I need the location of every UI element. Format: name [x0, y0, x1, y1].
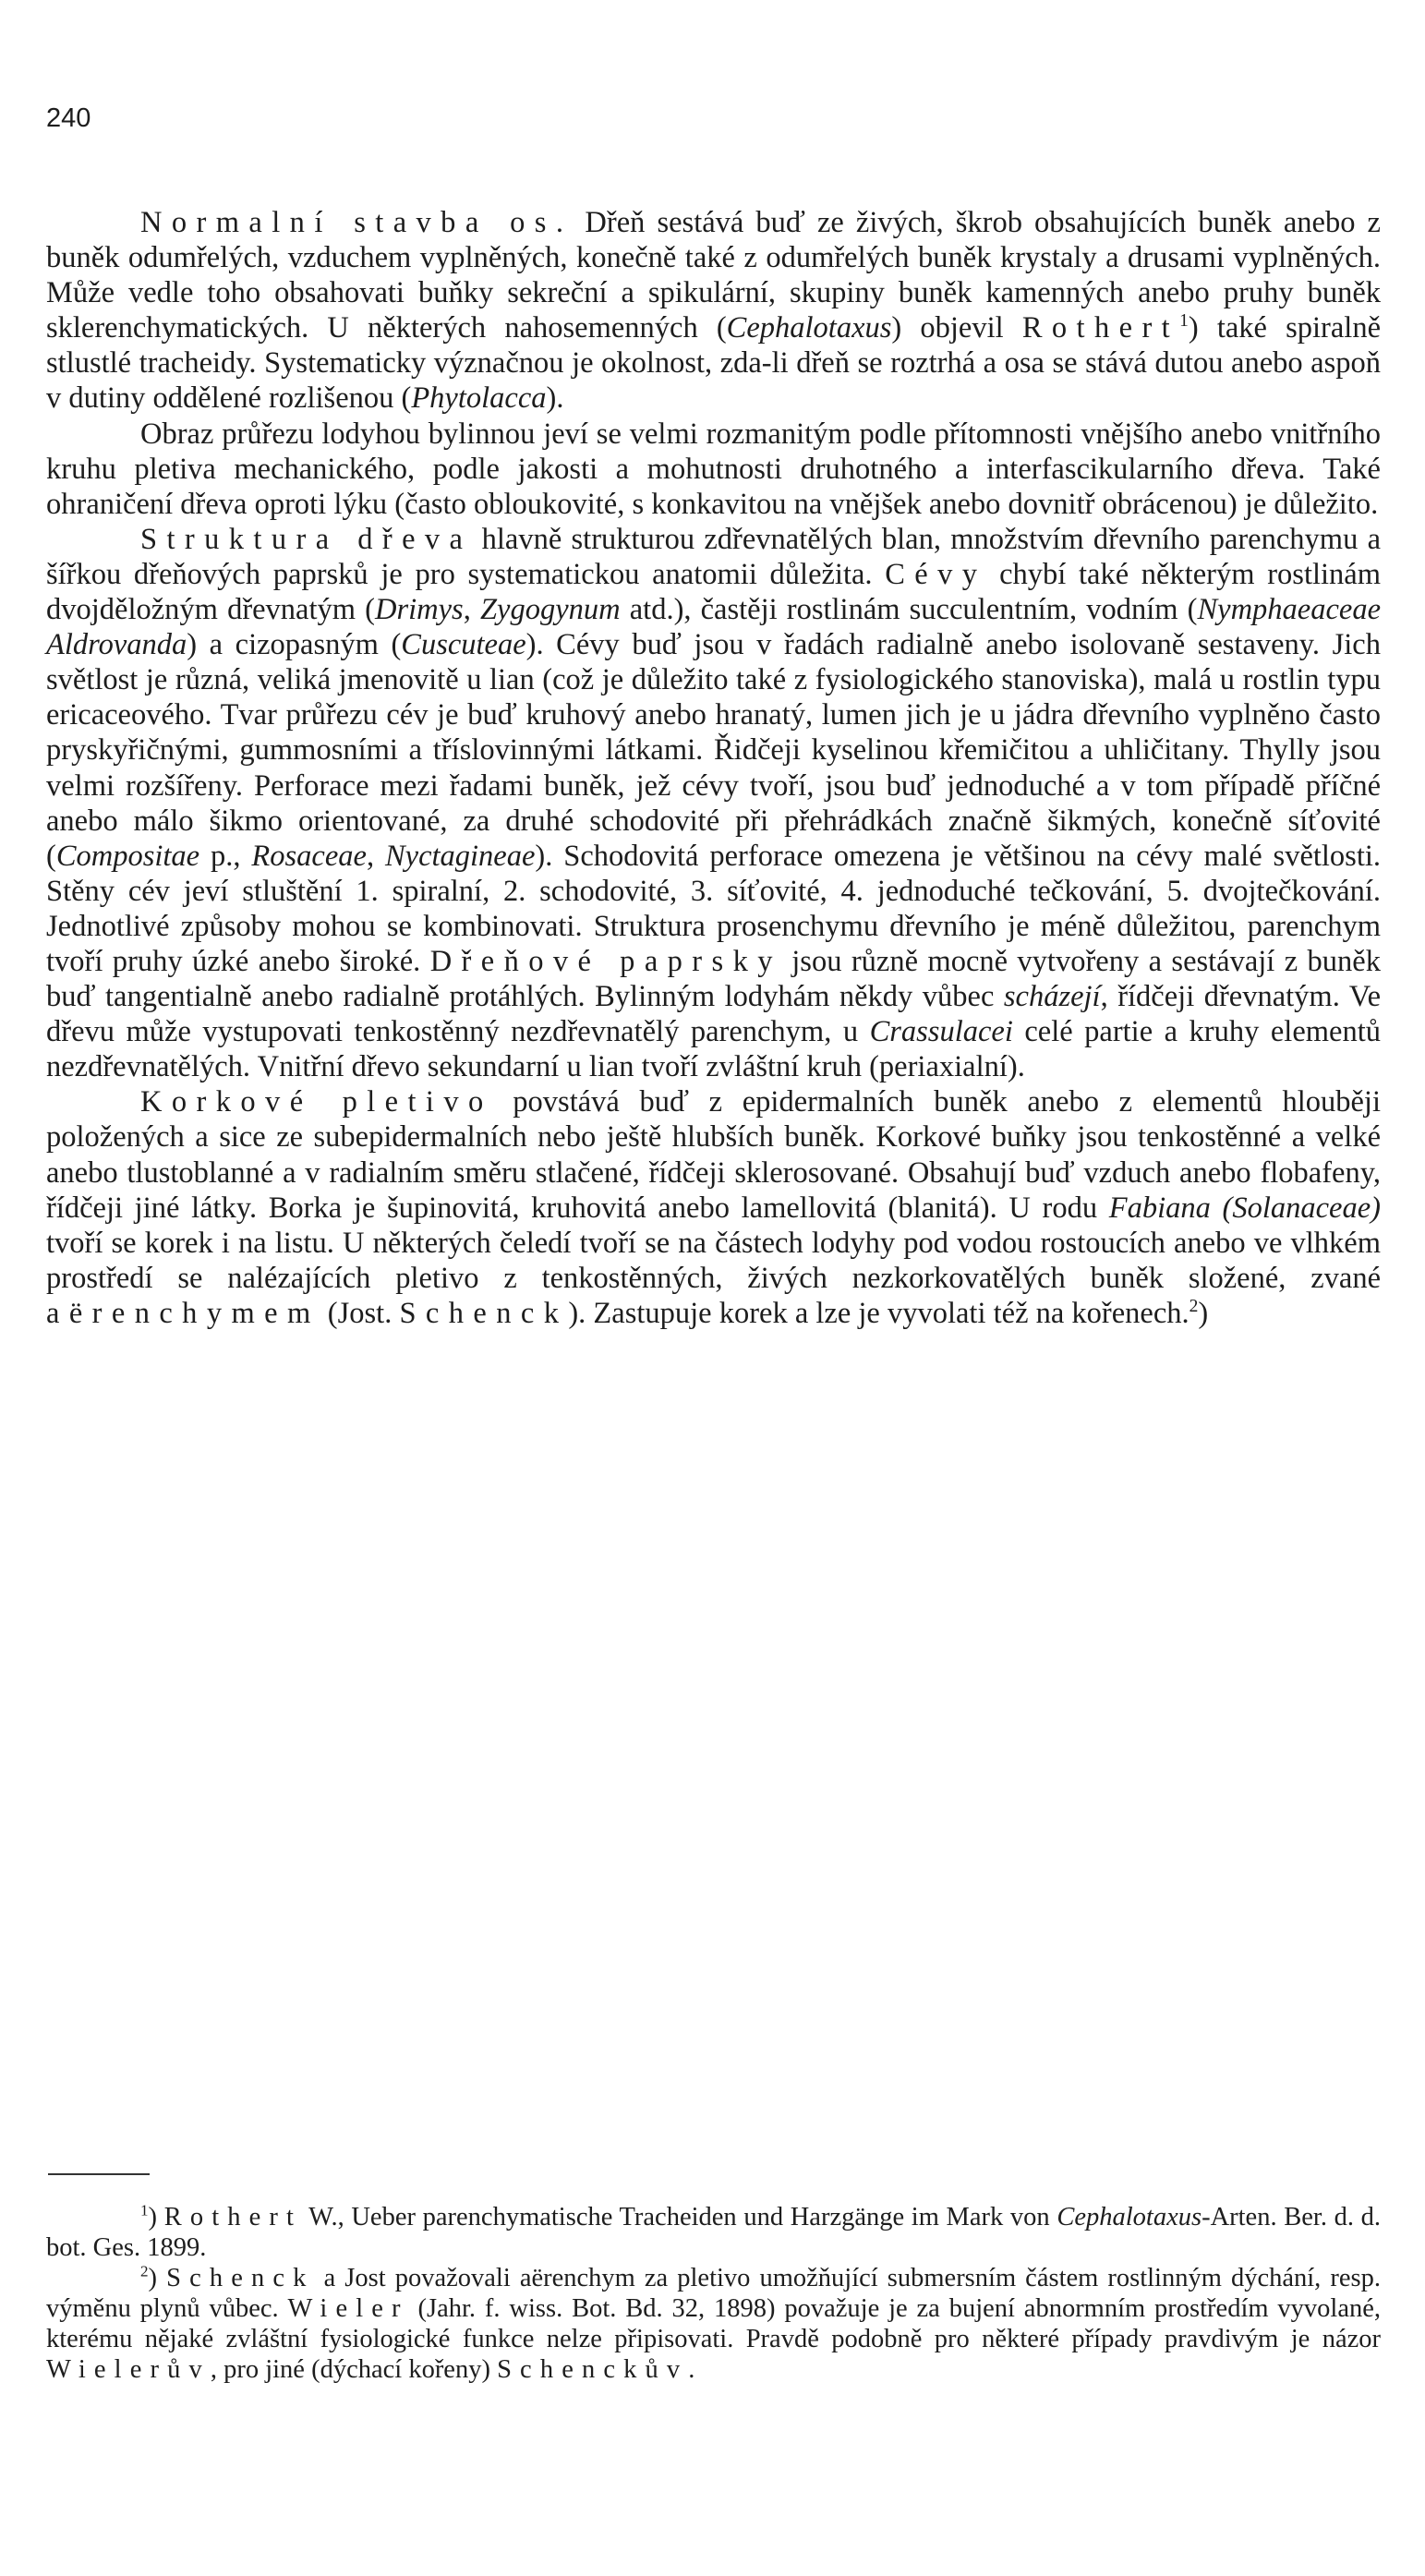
taxon-name: Compositae — [55, 839, 200, 873]
author-name: Wieler — [287, 2294, 409, 2323]
author-name: Schenckův — [497, 2355, 689, 2384]
taxon-name: Fabiana (Solanaceae) — [1108, 1191, 1381, 1225]
footnote-ref: 1 — [1179, 311, 1189, 332]
paragraph-text: (Jost. — [320, 1296, 400, 1330]
taxon-name: Nymphaeaceae Aldrovanda — [46, 593, 1381, 662]
body-text — [46, 205, 1381, 1331]
footnote-marker: 2 — [140, 2262, 149, 2280]
footnote-text: a Jost považovali aërenchym za pletivo umožňující submersním částem rostlinným dýchání, resp. výměnu plynů vůbec. — [46, 2264, 1381, 2323]
paragraph-cork-tissue — [46, 1084, 1381, 1331]
paragraph-text: ). — [546, 381, 564, 416]
author-name: Wielerův — [46, 2355, 211, 2384]
footnote-text: . — [688, 2355, 695, 2384]
taxon-name: Cephalotaxus — [726, 311, 892, 345]
author-name: Rothert — [163, 2203, 303, 2231]
footnote-1: $^1$) Rothert W., Ueber parenchymatische Tracheiden und Harzgänge im Mark von Cephalotaxus-Arten. Ber. d. d. bot. Ges. 1899. — [46, 2201, 1381, 2262]
emphasis-text: scházejí — [1003, 980, 1101, 1014]
paragraph-text: jsou různě mocně vytvořeny a sestávají z buněk buď tangentialně anebo radialně protáhlých. Bylinným lodyhám někdy vůbec — [46, 944, 1381, 1014]
paragraph-text: ) objevil — [891, 311, 1022, 345]
paragraph-text: ) — [1198, 1296, 1209, 1330]
paragraph-text: celé partie a kruhy elementů nezdřevnatělých. Vnitřní dřevo sekundarní u lian tvoří zvláštní kruh (periaxialní). — [46, 1015, 1381, 1084]
footnote-text: -Arten. Ber. d. d. bot. Ges. 1899. — [46, 2203, 1381, 2262]
taxon-name: Cephalotaxus — [1057, 2203, 1202, 2231]
paragraph-text: Obraz průřezu lodyhou bylinnou jeví se velmi rozmanitým podle přítomnosti vnějšího anebo vnitřního kruhu pletiva mechanického, podle jakosti a mohutnosti druhotného a interfascikularního dřeva. Také ohraničení dřeva oproti lýku (často obloukovité, s konkavitou na vnějšek anebo dovnitř obrácenou) je důležito. — [46, 417, 1381, 521]
paragraph-wood-structure — [46, 522, 1381, 1085]
author-name: Schenck — [166, 2264, 315, 2292]
footnote-separator — [48, 2173, 150, 2175]
term-aerenchym: aërenchymem — [46, 1296, 320, 1330]
paragraph-text: tvoří se korek i na listu. U některých čeledí tvoří se na částech lodyhy pod vodou rostoucích anebo ve vlhkém prostředí se nalézajících pletivo z tenkostěnných, živých nezkorkovatělých buněk složené, zvané — [46, 1226, 1381, 1295]
taxon-name: Phytolacca — [411, 381, 547, 416]
footnote-marker: 1 — [140, 2201, 149, 2219]
footnote-text: (Jahr. f. wiss. Bot. Bd. 32, 1898) považuje je za bujení abnormním prostředím vyvolané, kterému nějaké zvláštní fysiologické funkce nelze připisovati. Pravdě podobně pro některé případy pravdivým je názor — [46, 2294, 1381, 2353]
section-heading: Normalní stavba os. — [140, 206, 574, 239]
footnote-2: $^2$) Schenck a Jost považovali aërenchym za pletivo umožňující submersním částem rostlinným dýchání, resp. výměnu plynů vůbec. Wieler (Jahr. f. wiss. Bot. Bd. 32, 1898) považuje je za bujení abnormním prostředím vyvolané, kterému nějaké zvláštní fysiologické funkce nelze připisovati. Pravdě podobně pro některé případy pravdivým je názor Wielerův, pro jiné (dýchací kořeny) Schenckův. — [46, 2262, 1381, 2384]
paragraph-text: ) a cizopasným ( — [187, 628, 402, 662]
section-heading: Cévy — [885, 557, 987, 591]
taxon-name: Zygogynum — [479, 593, 621, 627]
footnote-ref: 2 — [1189, 1297, 1199, 1317]
paragraph-text: , řídčeji dřevnatým. Ve dřevu může vystupovati tenkostěnný nezdřevnatělý parenchym, u — [46, 980, 1382, 1049]
taxon-name: Crassulacei — [869, 1015, 1013, 1049]
footnote-text: , pro jiné (dýchací kořeny) — [210, 2355, 498, 2384]
taxon-name: Cuscuteae — [401, 628, 526, 662]
paragraph-text: atd.), častěji rostlinám succulentním, vodním ( — [620, 593, 1198, 627]
section-heading: Dřeňové paprsky — [429, 944, 782, 978]
paragraph-normal-axis-structure — [46, 205, 1381, 417]
paragraph-text: p., — [199, 839, 252, 873]
paragraph-text: , — [366, 839, 385, 873]
paragraph-text: povstává buď z epidermalních buněk anebo z elementů hlouběji položených a sice ze subepidermalních nebo ještě hlubších buněk. Korkové buňky jsou tenkostěnné a velké anebo tlustoblanné a v radialním směru stlačené, řídčeji sklerosované. Obsahují buď vzduch anebo flobafeny, řídčeji jiné látky. Borka je šupinovitá, kruhovitá anebo lamellovitá (blanitá). U rodu — [46, 1085, 1381, 1225]
author-name: Schenck — [399, 1296, 569, 1330]
footnotes — [46, 2202, 1381, 2385]
section-heading: Struktura dřeva — [140, 522, 473, 556]
paragraph-text: Dřeň sestává buď ze živých, škrob obsahujících buněk anebo z buněk odumřelých, vzduchem vyplněných, konečně také z odumřelých buněk krystaly a drusami vyplněných. Může vedle toho obsahovati buňky sekreční a spikulární, skupiny buněk kamenných anebo pruhy buněk sklerenchymatických. U některých nahosemenných ( — [46, 206, 1381, 345]
paragraph-text: ). Schodovitá perforace omezena je většinou na cévy malé světlosti. Stěny cév jeví stluštění 1. spiralní, 2. schodovité, 3. síťovité, 4. jednoduché tečkování, 5. dvojtečkování. Jednotlivé způsoby mohou se kombinovati. Struktura prosenchymu dřevního je méně důležitou, parenchym tvoří pruhy úzké anebo široké. — [46, 839, 1382, 978]
paragraph-text: ). Cévy buď jsou v řadách radialně anebo isolovaně sestaveny. Jich světlost je různá, veliká jmenovitě u lian (což je důležito také z fysiologického stanoviska), malá u rostlin typu ericaceového. Tvar průřezu cév je buď kruhový anebo hranatý, lumen jich je u jádra dřevního vyplněno často pryskyřičnými, gummosními a tříslovinnými látkami. Řidčeji kyselinou křemičitou a uhličitany. Thylly jsou velmi rozšířeny. Perforace mezi řadami buněk, jež cévy tvoří, jsou buď jednoduché a v tom případě příčné anebo málo šikmo orientované, za druhé schodovité při přehrádkách značně šikmých, konečně síťovité ( — [46, 628, 1381, 873]
taxon-name: Rosaceae — [251, 839, 367, 873]
footnote-text: W., Ueber parenchymatische Tracheiden und Harzgänge im Mark von — [302, 2203, 1057, 2231]
paragraph-text: , — [463, 593, 480, 627]
paragraph-text: ) také spiralně stlustlé tracheidy. Systematicky význačnou je okolnost, zda-li dřeň se roztrhá a osa se stává dutou anebo aspoň v dutiny oddělené rozlišenou ( — [46, 311, 1381, 416]
taxon-name: Nyctagineae — [384, 839, 536, 873]
paragraph-text: ). Zastupuje korek a lze je vyvolati též na kořenech. — [568, 1296, 1190, 1330]
section-heading: Korkové pletivo — [140, 1085, 493, 1119]
author-name: Rothert — [1021, 311, 1180, 345]
page-number: 240 — [46, 103, 91, 133]
paragraph-cross-section — [46, 417, 1381, 522]
taxon-name: Drimys — [375, 593, 464, 627]
paragraph-text: hlavně strukturou zdřevnatělých blan, množstvím dřevního parenchymu a šířkou dřeňových paprsků je pro systematickou anatomii důležita. — [46, 522, 1381, 591]
paragraph-text: chybí také některým rostlinám dvojděložným dřevnatým ( — [46, 557, 1381, 627]
